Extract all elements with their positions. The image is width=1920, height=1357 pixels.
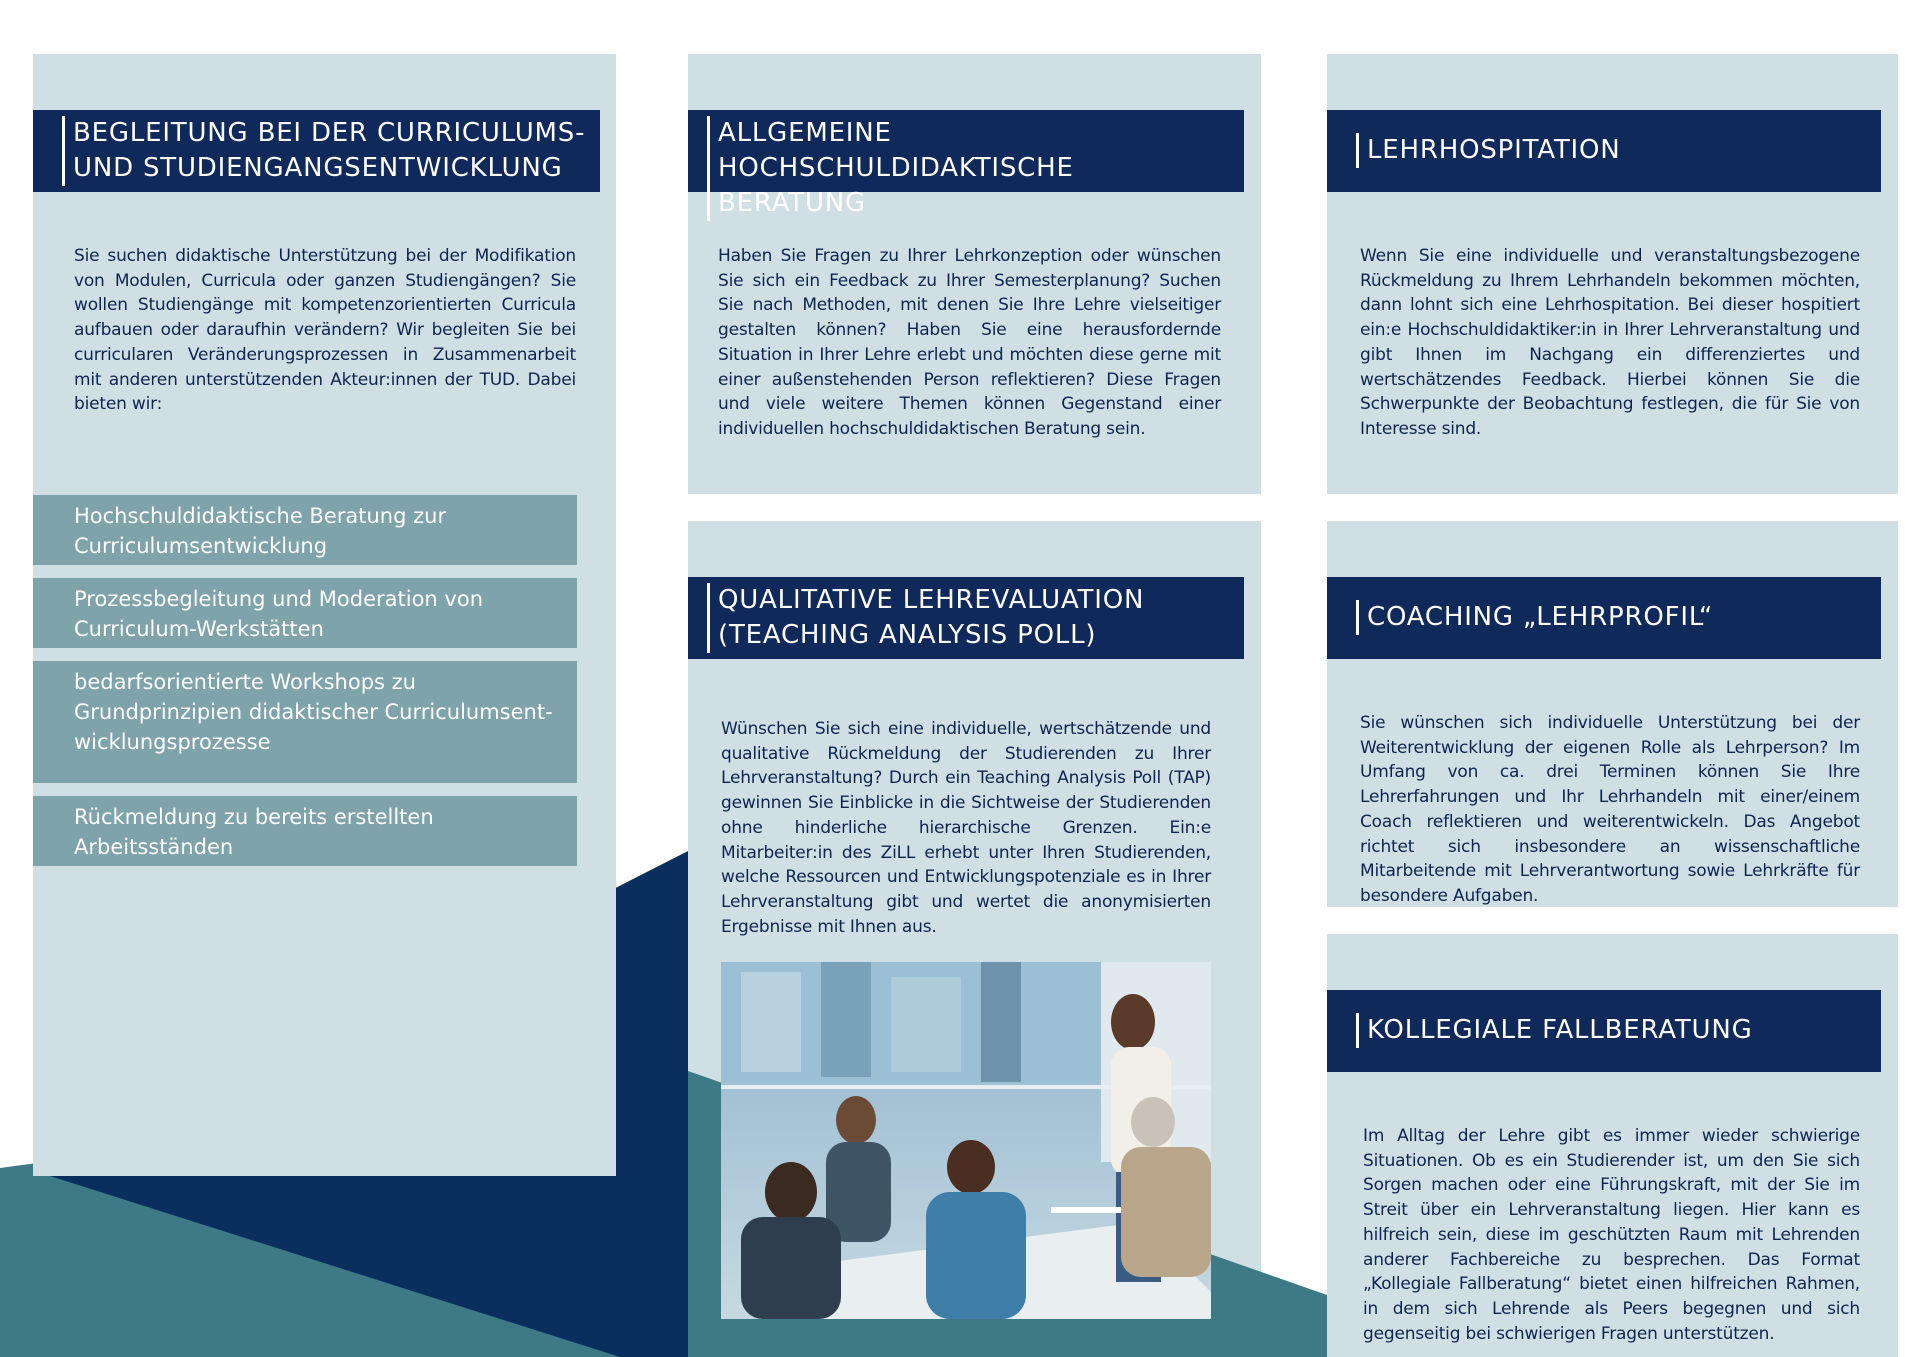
meeting-photo [721, 962, 1211, 1319]
coaching-title: COACHING „LEHRPROFIL“ [1356, 600, 1877, 635]
fallberatung-text: Im Alltag der Lehre gibt es immer wieder schwierige Situationen. Ob es ein Studierender ist, um den Sie sich Sorgen machen oder eine Führungskraft, mit der Sie im Streit über ein Lehrveranstaltung liegen. Hier kann es hilfreich sein, diese im geschützten Raum mit Lehrenden anderer Fachbereiche zu besprechen. Das Format „Kollegiale Fallberatung“ bietet einen hilfreichen Rahmen, in dem sich Lehrende als Peers begegnen und sich gegenseitig bei schwierigen Fragen unterstützen. [1363, 1126, 1860, 1344]
curriculum-text: Sie suchen didaktische Unterstützung bei der Modifikation von Modulen, Curricula oder ganzen Studiengängen? Sie wollen Studiengänge mit kompetenzorientierten Curricula aufbauen oder daraufhin verändern? Wir begleiten Sie bei curricularen Veränderungsprozessen in Zusammenarbeit mit anderen unterstützenden Akteur:innen der TUD. Dabei bieten wir: [74, 246, 576, 415]
fallberatung-title: KOLLEGIALE FALLBERATUNG [1356, 1013, 1877, 1048]
hospitation-text: Wenn Sie eine individuelle und veranstaltungsbezogene Rückmeldung zu Ihrem Lehrhandeln bekommen möchten, dann lohnt sich eine Lehrhospitation. Bei dieser hospitiert ein:e Hochschuldidaktiker:in in Ihrer Lehrveranstaltung und gibt Ihnen im Nachgang ein differenziertes und wertschätzendes Feedback. Hierbei können Sie die Schwerpunkte der Beobachtung festlegen, die für Sie von Interesse sind. [1360, 246, 1860, 439]
coaching-text: Sie wünschen sich individuelle Unterstützung bei der Weiterentwicklung der eigenen Rolle als Lehrperson? Im Umfang von ca. drei Terminen können Sie Ihre Lehrerfahrungen und Ihr Lehrhandeln mit einer/einem Coach reflektieren und weiterentwickeln. Das Angebot richtet sich insbesondere an wissenschaftliche Mitarbeitende mit Lehrverantwortung sowie Lehrkräfte für besondere Aufgaben. [1360, 713, 1860, 906]
hospitation-title: LEHRHOSPITATION [1356, 133, 1877, 168]
beratung-text: Haben Sie Fragen zu Ihrer Lehrkonzeption oder wünschen Sie sich ein Feedback zu Ihrer Semesterplanung? Suchen Sie nach Methoden, mit denen Sie Ihre Lehre vielseitiger gestalten können? Haben Sie eine herausfordernde Situation in Ihrer Lehre erlebt und möchten diese gerne mit einer außenstehenden Person reflektieren? Diese Fragen und viele weitere Themen können Gegenstand einer individuellen hochschuldidaktischen Beratung sein. [718, 246, 1221, 439]
evaluation-title: QUALITATIVE LEHREVALUATION (TEACHING ANALYSIS POLL) [707, 583, 1246, 653]
offer-item-2: Prozessbegleitung und Moderation von Curriculum-Werkstätten [33, 578, 577, 648]
offer-item-1: Hochschuldidaktische Beratung zur Curriculumsentwicklung [33, 495, 577, 565]
offer-item-4: Rückmeldung zu bereits erstellten Arbeitsständen [33, 796, 577, 866]
beratung-title: ALLGEMEINE HOCHSCHULDIDAKTISCHE BERATUNG [707, 116, 1246, 221]
evaluation-text: Wünschen Sie sich eine individuelle, wertschätzende und qualitative Rückmeldung der Studierenden zu Ihrer Lehrveranstaltung? Durch ein Teaching Analysis Poll (TAP) gewinnen Sie Einblicke in die Sichtweise der Studierenden ohne hinderliche hierarchische Grenzen. Ein:e Mitarbeiter:in des ZiLL erhebt unter Ihren Studierenden, welche Ressourcen und Entwicklungspotenziale es in Ihrer Lehrveranstaltung gibt und wertet die anonymisierten Ergebnisse mit Ihnen aus. [721, 719, 1211, 937]
curriculum-title: BEGLEITUNG BEI DER CURRICULUMS- UND STUDIENGANGSENTWICKLUNG [62, 116, 598, 186]
offer-item-3: bedarfsorientierte Workshops zu Grundprinzipien didaktischer Curriculumsent- wicklungsprozesse [33, 661, 577, 783]
